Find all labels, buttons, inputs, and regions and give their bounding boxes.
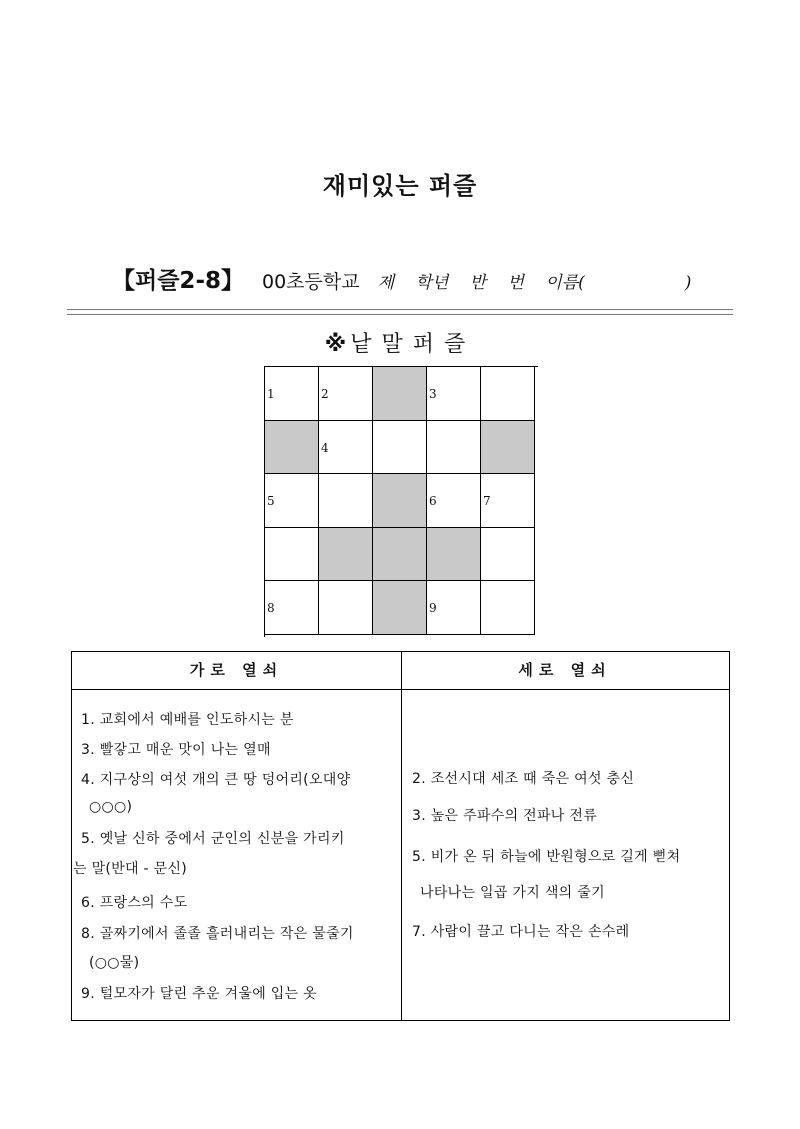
reference-mark-icon: ※ — [324, 332, 347, 357]
grid-cell[interactable] — [427, 581, 481, 635]
across-clue-9: 9. 털모자가 달린 추운 겨울에 입는 옷 — [81, 986, 317, 1002]
across-clue-1: 1. 교회에서 예배를 인도하시는 분 — [81, 712, 294, 728]
grid-cell[interactable] — [427, 421, 481, 475]
grid-cell-blocked — [481, 421, 535, 475]
grid-cell[interactable] — [481, 528, 535, 582]
grid-cell-blocked — [373, 474, 427, 528]
grid-cell-number: 2 — [321, 387, 329, 401]
grid-cell-number: 9 — [429, 601, 437, 616]
across-clue-5: 5. 옛날 신하 중에서 군인의 신분을 가리키 — [81, 831, 345, 847]
across-clue-8-cont: (○○물) — [89, 955, 140, 971]
grid-cell[interactable] — [427, 367, 481, 421]
down-clue-2: 2. 조선시대 세조 때 죽은 여섯 충신 — [412, 771, 635, 787]
across-clue-8: 8. 골짜기에서 졸졸 흘러내리는 작은 물줄기 — [81, 926, 354, 942]
down-clue-3: 3. 높은 주파수의 전파나 전류 — [412, 808, 598, 824]
grid-cell[interactable] — [481, 367, 535, 421]
student-info-line: 제 학년 반 번 이름( — [377, 273, 585, 293]
grid-cell-number: 3 — [429, 387, 437, 401]
grid-cell[interactable] — [319, 581, 373, 635]
divider-line-bottom — [67, 314, 733, 315]
across-clue-6: 6. 프랑스의 수도 — [81, 895, 188, 911]
across-clue-4-cont: ○○○) — [89, 799, 133, 815]
grid-cell[interactable] — [319, 474, 373, 528]
student-info-close: ) — [684, 273, 692, 293]
grid-cell[interactable] — [265, 581, 319, 635]
grid-cell[interactable] — [481, 581, 535, 635]
subtitle-text: 낱말퍼즐 — [350, 332, 476, 357]
grid-cell-number: 8 — [267, 601, 275, 616]
grid-cell[interactable] — [481, 474, 535, 528]
grid-cell[interactable] — [265, 474, 319, 528]
worksheet-header — [112, 262, 732, 298]
grid-cell[interactable] — [319, 421, 373, 475]
grid-cell[interactable] — [373, 421, 427, 475]
grid-cell[interactable] — [265, 528, 319, 582]
grid-cell-blocked — [427, 528, 481, 582]
school-name: 00초등학교 — [262, 271, 360, 293]
down-clues-header: 세로 열쇠 — [401, 652, 729, 690]
across-clue-5-cont: 는 말(반대 - 문신) — [73, 861, 188, 877]
grid-cell-number: 1 — [267, 387, 275, 401]
down-clue-5-cont: 나타나는 일곱 가지 색의 줄기 — [420, 885, 605, 901]
grid-cell-blocked — [319, 528, 373, 582]
across-clue-4: 4. 지구상의 여섯 개의 큰 땅 덩어리(오대양 — [81, 772, 351, 788]
across-clue-3: 3. 빨갛고 매운 맛이 나는 열매 — [81, 742, 271, 758]
grid-cell-number: 5 — [267, 494, 275, 509]
clue-table — [71, 651, 730, 1021]
grid-cell-blocked — [373, 528, 427, 582]
grid-cell[interactable] — [319, 367, 373, 421]
across-clues-header: 가로 열쇠 — [72, 652, 402, 690]
puzzle-subtitle — [0, 327, 800, 358]
grid-cell[interactable] — [265, 367, 319, 421]
grid-cell-blocked — [373, 367, 427, 421]
grid-cell-number: 6 — [429, 494, 437, 509]
puzzle-tag: 【퍼즐2-8】 — [112, 268, 244, 294]
grid-cell-number: 7 — [483, 494, 491, 509]
grid-cell-blocked — [265, 421, 319, 475]
grid-cell[interactable] — [427, 474, 481, 528]
crossword-grid — [264, 366, 538, 637]
down-clue-7: 7. 사람이 끌고 다니는 작은 손수레 — [412, 924, 630, 940]
grid-cell-number: 4 — [321, 440, 329, 455]
divider-line-top — [67, 309, 733, 310]
page-title: 재미있는 퍼즐 — [322, 172, 478, 200]
down-clue-5: 5. 비가 온 뒤 하늘에 반원형으로 길게 뻗쳐 — [412, 849, 681, 865]
grid-cell-blocked — [373, 581, 427, 635]
